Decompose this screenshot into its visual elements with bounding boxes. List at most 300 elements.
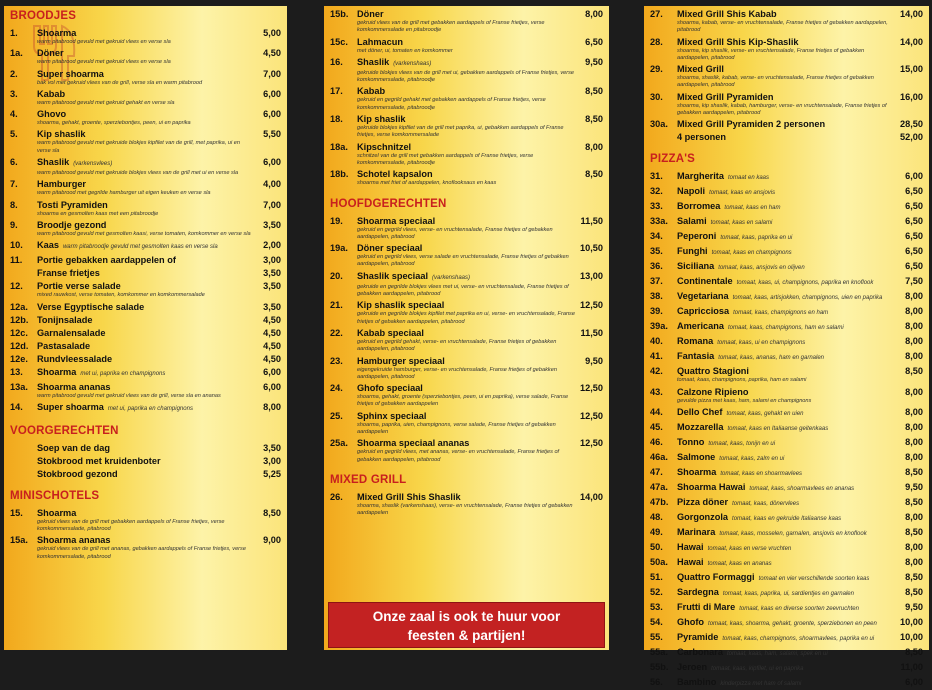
- menu-item: [650, 422, 923, 435]
- menu-item: [650, 557, 923, 570]
- item-inline-description: tomaat, kaas en verse vruchten: [707, 545, 792, 552]
- menu-item-row: [10, 157, 281, 170]
- item-price: 6,50: [905, 186, 923, 197]
- item-price: 12,50: [580, 410, 603, 421]
- item-price: 9,50: [585, 56, 603, 67]
- section-title: PIZZA'S: [650, 153, 696, 166]
- item-description: warm pitabrood met gegrilde hamburger uit eigen keuken en verse sla: [37, 190, 211, 197]
- item-inline-description: tomaat en vier verschillende soorten kaas: [758, 575, 870, 582]
- menu-item: [650, 527, 923, 540]
- menu-item: [650, 201, 923, 214]
- menu-item: [650, 662, 923, 675]
- item-price: 4,50: [263, 340, 281, 351]
- item-name-text: Mixed Grill Pyramiden 2 personen: [677, 119, 826, 130]
- item-name-text: Shoarma ananas: [37, 381, 111, 392]
- item-number: 9.: [10, 219, 18, 230]
- item-number: 24.: [330, 383, 343, 394]
- item-price: 8,00: [905, 511, 923, 522]
- item-name: [37, 367, 259, 380]
- menu-item-row: [650, 437, 923, 450]
- menu-item: [650, 321, 923, 334]
- item-description: met döner, ui, tomaten en komkommer: [357, 47, 453, 54]
- item-number: 8.: [10, 199, 18, 210]
- item-name: [357, 328, 577, 339]
- menu-item-row: [10, 354, 281, 365]
- menu-item-row: [330, 86, 603, 97]
- menu-item-row: [650, 617, 923, 630]
- menu-item: [10, 535, 281, 561]
- item-price: 8,50: [905, 571, 923, 582]
- menu-item-row: [10, 89, 281, 100]
- item-inline-description: tomaat, kaas en ham: [724, 205, 781, 212]
- item-name-text: Shoarma speciaal ananas: [357, 438, 470, 449]
- item-price: 6,00: [263, 157, 281, 168]
- item-number: 20.: [330, 270, 343, 281]
- menu-item-row: [330, 356, 603, 367]
- item-name: [677, 422, 901, 435]
- menu-item: [650, 452, 923, 465]
- item-name: [677, 662, 897, 675]
- item-name-text: Kip shaslik speciaal: [357, 300, 445, 311]
- menu-item-row: [650, 171, 923, 184]
- item-number: 2.: [10, 68, 18, 79]
- item-name-text: Stokbrood met kruidenboter: [37, 455, 161, 466]
- menu-item-row: [650, 557, 923, 570]
- item-name-text: Continentale: [677, 276, 733, 287]
- item-name-text: Shaslik: [357, 56, 390, 67]
- menu-item: [650, 119, 923, 130]
- menu-item-row: [650, 387, 923, 398]
- item-inline-description: tomaat, kaas, zalm en ui: [719, 455, 785, 462]
- item-inline-description: (varkenshaas): [432, 274, 471, 281]
- item-name-text: Schotel kapsalon: [357, 169, 433, 180]
- section-title: VOORGERECHTEN: [10, 424, 119, 437]
- item-price: 3,50: [263, 219, 281, 230]
- menu-item-row: [10, 109, 281, 120]
- item-price: 8,50: [905, 496, 923, 507]
- item-price: 3,50: [263, 301, 281, 312]
- item-name-text: Super shoarma: [37, 401, 104, 412]
- menu-item: [330, 383, 603, 409]
- item-price: 9,50: [905, 481, 923, 492]
- item-description: gekruid en gegrild vlees, met ananas, verse- en vruchtensalade, Franse frietjes of gebakken aardappelen, pitabrood: [357, 449, 560, 463]
- menu-item-row: [650, 632, 923, 645]
- menu-item-row: [10, 28, 281, 39]
- item-name: [677, 186, 901, 199]
- item-name: [357, 492, 576, 503]
- menu-item: [650, 9, 923, 35]
- menu-item: [10, 315, 281, 326]
- menu-item: [650, 542, 923, 555]
- item-name: [357, 356, 581, 367]
- item-price: 6,50: [905, 261, 923, 272]
- item-number: 48.: [650, 511, 663, 522]
- item-number: 47b.: [650, 496, 669, 507]
- menu-item: [650, 512, 923, 525]
- item-number: 18b.: [330, 169, 349, 180]
- item-price: 3,00: [263, 255, 281, 266]
- menu-item-row: [650, 467, 923, 480]
- item-name: [677, 677, 901, 690]
- item-description: shoarma, gehakt, groente (sperziebontjes, peen, ui en paprika), verse salade, Franse frietjes of gebakken aardappelen: [357, 394, 569, 408]
- item-number: 55a.: [650, 646, 668, 657]
- item-number: 35.: [650, 246, 663, 257]
- section-title: MIXED GRILL: [330, 473, 407, 486]
- item-price: 3,50: [263, 268, 281, 279]
- item-name-text: Tonijnsalade: [37, 314, 93, 325]
- menu-item-row: [330, 411, 603, 422]
- item-name-text: Carbonara: [677, 646, 723, 657]
- item-name: [37, 179, 259, 190]
- item-number: 6.: [10, 157, 18, 168]
- item-number: 40.: [650, 336, 663, 347]
- item-number: 32.: [650, 186, 663, 197]
- menu-item-row: [10, 456, 281, 467]
- menu-item: [650, 171, 923, 184]
- item-name: [357, 57, 581, 70]
- item-price: 8,00: [905, 386, 923, 397]
- menu-item-row: [10, 341, 281, 352]
- banner-line-1: Onze zaal is ook te huur voor: [372, 609, 561, 624]
- menu-item-row: [650, 542, 923, 555]
- item-number: 39.: [650, 306, 663, 317]
- item-number: 42.: [650, 366, 663, 377]
- menu-item-row: [330, 9, 603, 20]
- item-name-text: Verse Egyptische salade: [37, 301, 145, 312]
- item-price: 3,50: [263, 281, 281, 292]
- item-name: [677, 216, 901, 229]
- item-name: [677, 452, 901, 465]
- item-number: 12c.: [10, 327, 28, 338]
- item-name: [357, 411, 576, 422]
- item-price: 8,50: [585, 169, 603, 180]
- menu-item: [650, 231, 923, 244]
- menu-item: [650, 37, 923, 63]
- menu-item: [330, 243, 603, 269]
- item-number: 43.: [650, 386, 663, 397]
- item-price: 13,00: [580, 270, 603, 281]
- item-number: 25.: [330, 410, 343, 421]
- item-price: 8,00: [905, 421, 923, 432]
- item-description: gekruid en gegrild gehakt met gebakken aardappels of Franse frietjes, verse komkommersalade, pitabroodje: [357, 97, 546, 111]
- menu-item-row: [650, 366, 923, 377]
- menu-item: [10, 382, 281, 400]
- menu-column-3: [644, 6, 929, 687]
- item-name-text: Kipschnitzel: [357, 141, 412, 152]
- menu-item-row: [650, 231, 923, 244]
- item-name: [677, 246, 901, 259]
- item-inline-description: tomaat en kaas: [727, 175, 770, 182]
- item-price: 8,50: [905, 466, 923, 477]
- menu-item-row: [10, 535, 281, 546]
- item-name: [677, 201, 901, 214]
- item-number: 19.: [330, 215, 343, 226]
- menu-item: [650, 246, 923, 259]
- menu-item: [10, 179, 281, 197]
- menu-item: [10, 255, 281, 266]
- item-name-text: Shoarma: [37, 366, 77, 377]
- item-name-text: Soep van de dag: [37, 442, 111, 453]
- item-price: 12,50: [580, 383, 603, 394]
- menu-item-row: [10, 200, 281, 211]
- item-name-text: Döner: [357, 9, 384, 19]
- item-name-text: Siciliana: [677, 261, 715, 272]
- item-number: 30.: [650, 91, 663, 102]
- item-number: 49.: [650, 526, 663, 537]
- item-name: [37, 28, 259, 39]
- item-price: 6,50: [905, 216, 923, 227]
- item-name-text: Stokbrood gezond: [37, 468, 118, 479]
- item-description: schnitzel van de grill met gebakken aardappels of Franse frietjes, verse komkommersalade, pitabroodje: [357, 152, 534, 166]
- item-description: tomaat, kaas, champignons, paprika, ham en salami: [677, 377, 807, 384]
- item-description: warm pitabrood gevuld met gekruide blokjes kipfilet van de grill, met paprika, ui en verse sla: [37, 140, 241, 154]
- item-number: 39a.: [650, 321, 668, 332]
- item-price: 15,00: [900, 64, 923, 75]
- item-price: 8,50: [585, 86, 603, 97]
- menu-item-row: [650, 186, 923, 199]
- item-price: 12,50: [580, 300, 603, 311]
- item-name-text: Shoarma ananas: [37, 535, 111, 546]
- menu-item-row: [330, 114, 603, 125]
- item-number: 15a.: [10, 535, 28, 546]
- item-name-text: Mixed Grill Pyramiden: [677, 91, 774, 102]
- item-description: gekruide blokjes vlees van de grill met ui, gebakken aardappels of Franse frietjes, verse komkommersalade, pitabroodje: [357, 69, 575, 84]
- menu-item-row: [650, 527, 923, 540]
- menu-item-row: [10, 382, 281, 393]
- item-name: [677, 321, 901, 334]
- item-name-text: Dello Chef: [677, 406, 723, 417]
- item-name: [677, 336, 901, 349]
- item-name: [677, 9, 896, 20]
- item-number: 55.: [650, 631, 663, 642]
- item-name: [37, 302, 259, 313]
- item-description: gevulde pizza met kaas, ham, salami en champignons: [677, 397, 812, 404]
- menu-item: [10, 281, 281, 299]
- item-description: shoarma, kip shaslik, kabab, hamburger, verse- en vruchtensalade, Franse frietjes of gebakken aardappelen, pitabrood: [677, 102, 887, 117]
- item-name: [357, 37, 581, 48]
- menu-item-row: [10, 328, 281, 339]
- menu-item: [10, 129, 281, 155]
- item-name: [677, 351, 901, 364]
- item-number: 28.: [650, 36, 663, 47]
- item-inline-description: tomaat, kaas, dönervlees: [732, 500, 800, 507]
- item-name-text: Salami: [677, 216, 707, 227]
- item-price: 12,50: [580, 438, 603, 449]
- item-number: 26.: [330, 491, 343, 502]
- item-price: 8,00: [905, 306, 923, 317]
- banner-line-2: feesten & partijen!: [407, 628, 526, 643]
- item-number: 50.: [650, 541, 663, 552]
- item-name: [677, 467, 901, 480]
- item-price: 11,50: [580, 327, 603, 338]
- item-name: [37, 508, 259, 519]
- item-name: [677, 261, 901, 274]
- menu-item: [10, 109, 281, 127]
- item-name: [357, 243, 576, 254]
- menu-item-row: [330, 243, 603, 254]
- menu-item-row: [650, 261, 923, 274]
- menu-item: [650, 306, 923, 319]
- menu-item: [10, 341, 281, 352]
- item-name: [357, 169, 581, 180]
- item-description: gekruid vlees van de grill met gebakken aardappels of Franse frietjes, verse komkommersalade en pitabroodje: [357, 20, 545, 34]
- item-price: 4,50: [263, 314, 281, 325]
- menu-item-row: [650, 452, 923, 465]
- menu-item-row: [330, 328, 603, 339]
- item-price: 4,50: [263, 327, 281, 338]
- item-price: 14,00: [900, 9, 923, 19]
- menu-item-row: [10, 443, 281, 454]
- item-description: shoarma, shaslik, kabab, verse- en vruchtensalade, Franse frietjes of gebakken aardappelen, pitabrood: [677, 75, 874, 89]
- menu-item: [650, 467, 923, 480]
- menu-item-row: [650, 246, 923, 259]
- item-name: [677, 572, 901, 585]
- item-number: 1a.: [10, 48, 23, 59]
- menu-item: [650, 216, 923, 229]
- menu-item: [10, 402, 281, 415]
- item-name-text: Quattro Stagioni: [677, 366, 749, 377]
- menu-item: [650, 336, 923, 349]
- item-number: 18a.: [330, 141, 348, 152]
- menu-item: [330, 37, 603, 55]
- item-description: gekruid en gegrild gehakt, verse- en vruchtensalade, Franse frietjes of gebakken aardappelen, pitabrood: [357, 338, 557, 353]
- menu-item-row: [330, 216, 603, 227]
- menu-item: [330, 300, 603, 326]
- menu-item-row: [650, 306, 923, 319]
- menu-item-row: [650, 602, 923, 615]
- menu-item-row: [330, 271, 603, 284]
- item-name: [677, 64, 896, 75]
- item-name: [677, 482, 901, 495]
- item-number: 33a.: [650, 216, 668, 227]
- menu-item: [330, 271, 603, 299]
- item-inline-description: tomaat, kaas en ananas: [707, 560, 772, 567]
- menu-item: [650, 647, 923, 660]
- item-inline-description: tomaat, kaas, paprika, ui, sardientjes en garnalen: [722, 590, 854, 597]
- item-name: [37, 240, 259, 253]
- item-number: 15b.: [330, 9, 349, 19]
- item-name-text: Quattro Formaggi: [677, 571, 755, 582]
- item-name-text: Sardegna: [677, 586, 719, 597]
- item-name-text: Vegetariana: [677, 291, 729, 302]
- item-name: [37, 443, 259, 454]
- item-name: [677, 132, 896, 143]
- item-number: 38.: [650, 291, 663, 302]
- menu-item: [650, 64, 923, 90]
- menu-item-row: [10, 220, 281, 231]
- item-number: 12e.: [10, 353, 28, 364]
- menu-item: [10, 48, 281, 66]
- menu-item: [10, 367, 281, 380]
- item-number: 15c.: [330, 36, 348, 47]
- item-number: 13a.: [10, 381, 28, 392]
- item-name-text: Bambino: [677, 676, 717, 687]
- menu-item: [330, 57, 603, 85]
- item-description: warm pitabrood gevuld met gesmolten kaasi, verse tomaten, komkommer en verse sla: [37, 230, 251, 237]
- item-description: shoarma en gesmolten kaas met een pitabroodje: [37, 210, 159, 217]
- item-number: 12a.: [10, 301, 28, 312]
- item-name-text: Margherita: [677, 171, 724, 182]
- menu-item: [650, 276, 923, 289]
- item-name-text: Mozzarella: [677, 421, 724, 432]
- item-name-text: Broodje gezond: [37, 219, 107, 230]
- item-price: 8,50: [905, 526, 923, 537]
- item-inline-description: tomaat, kaas, shoarma, gehakt, groente, sperziebonen en peen: [708, 620, 877, 627]
- item-description: shoarma, kabab, verse- en vruchtensalade, Franse frietjes of gebakken aardappelen, pitabrood: [677, 20, 888, 34]
- item-inline-description: tomaat, kaas, gehakt en uien: [726, 410, 804, 417]
- item-name: [37, 69, 259, 80]
- menu-item: [650, 366, 923, 384]
- item-name: [677, 92, 896, 103]
- item-number: 31.: [650, 171, 663, 182]
- menu-item-row: [650, 132, 923, 143]
- item-name-text: Peperoni: [677, 231, 717, 242]
- menu-item-row: [650, 291, 923, 304]
- item-number: 47.: [650, 466, 663, 477]
- item-name-text: Döner: [37, 48, 64, 59]
- item-number: 53.: [650, 601, 663, 612]
- item-inline-description: tomaat, kaas, ui, champignons, paprika en knoflook: [736, 280, 874, 287]
- menu-item: [650, 407, 923, 420]
- item-name: [677, 407, 901, 420]
- menu-item: [10, 200, 281, 218]
- menu-item: [650, 572, 923, 585]
- menu-item: [650, 132, 923, 143]
- item-name-text: Hamburger: [37, 179, 87, 190]
- item-number: 51.: [650, 571, 663, 582]
- item-number: 16.: [330, 56, 343, 67]
- item-number: 4.: [10, 109, 18, 120]
- menu-item-row: [10, 508, 281, 519]
- item-name-text: Tonno: [677, 436, 705, 447]
- item-price: 7,00: [263, 68, 281, 79]
- item-name: [677, 171, 901, 184]
- menu-item: [330, 356, 603, 382]
- item-name-text: Shoarma: [677, 466, 717, 477]
- item-description: shoarma, gehakt, groente, sperziebontjes, peen, ui en paprika: [37, 120, 191, 127]
- menu-item-row: [10, 179, 281, 190]
- menu-item: [10, 328, 281, 339]
- item-name-text: Shoarma Hawai: [677, 481, 746, 492]
- menu-item-row: [10, 48, 281, 59]
- item-price: 9,50: [585, 355, 603, 366]
- item-number: 54.: [650, 616, 663, 627]
- item-price: 8,50: [585, 114, 603, 125]
- item-price: 5,50: [263, 129, 281, 140]
- item-name-text: Kabab: [37, 88, 66, 99]
- item-number: 7.: [10, 179, 18, 190]
- menu-item-row: [650, 647, 923, 660]
- item-number: 23.: [330, 355, 343, 366]
- item-description: shoarma met friet of aardappelen, knoflooksaus en kaas: [357, 180, 497, 187]
- item-price: 3,00: [263, 455, 281, 466]
- item-name-text: Pyramide: [677, 631, 719, 642]
- menu-item: [10, 443, 281, 454]
- item-inline-description: tomaat, kaas, shoarmavlees en ananas: [749, 485, 855, 492]
- item-inline-description: tomaat, kaas, ansjovis en olijven: [718, 265, 805, 272]
- menu-item: [330, 142, 603, 168]
- item-number: 15.: [10, 507, 23, 518]
- item-inline-description: tomaat, kaas en champignons: [711, 250, 792, 257]
- item-name: [357, 86, 581, 97]
- item-name: [677, 632, 896, 645]
- menu-item-row: [650, 512, 923, 525]
- menu-item: [10, 508, 281, 534]
- menu-item-row: [10, 469, 281, 480]
- item-name: [37, 535, 259, 546]
- item-name-text: Americana: [677, 321, 724, 332]
- item-description: gekruide en gegrilde blokjes kipfilet met paprika en ui, verse- en vruchtensalade, Franse frietjes of gebakken aardappelen, pitabrood: [357, 311, 575, 325]
